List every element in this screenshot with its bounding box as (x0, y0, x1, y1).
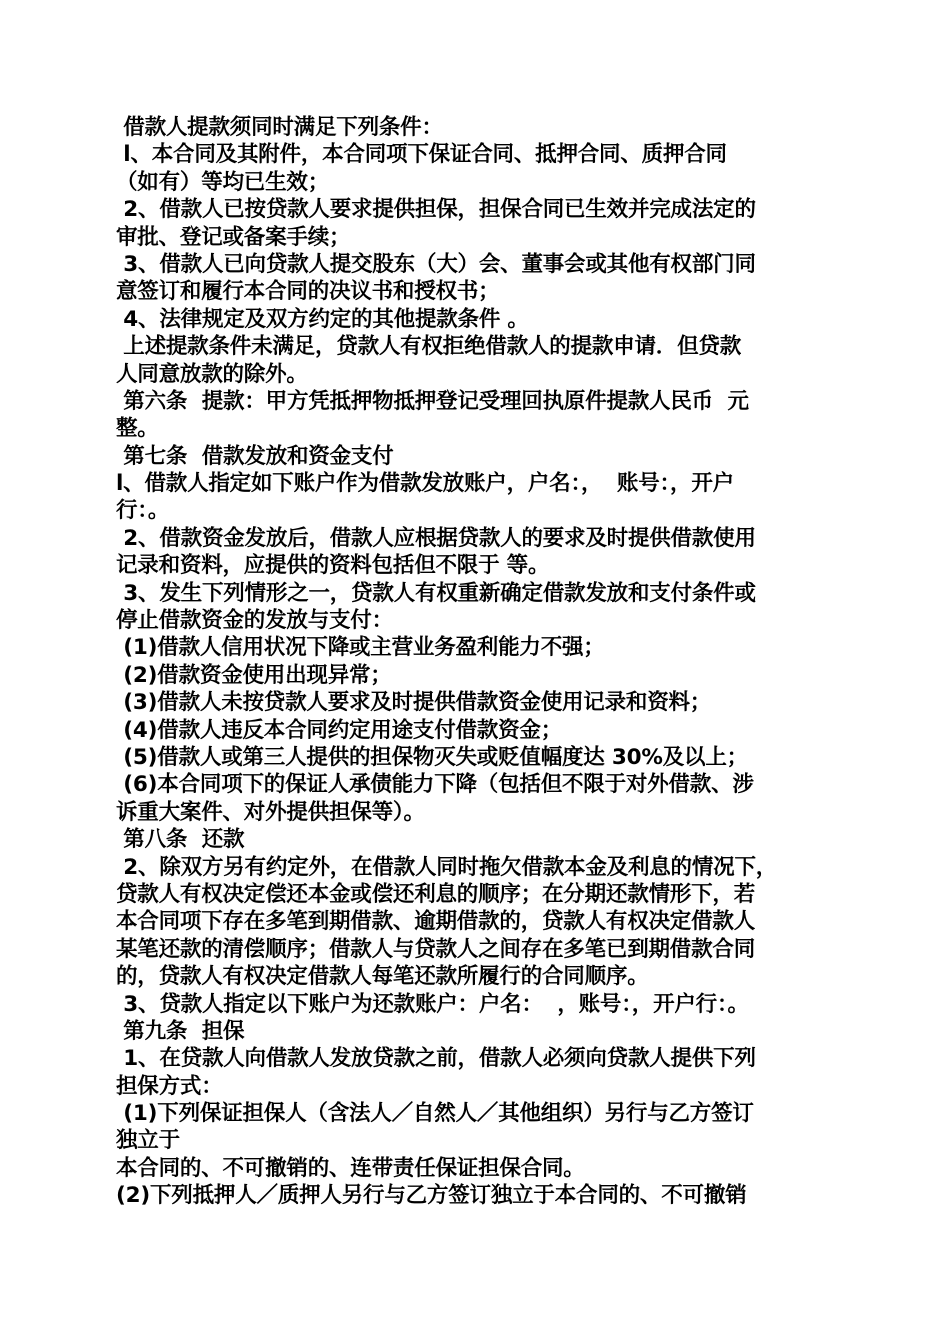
list-item: (5)借款人或第三人提供的担保物灭失或贬值幅度达 30%及以上； (116, 744, 748, 770)
text-line: 借款人提款须同时满足下列条件： (116, 115, 443, 140)
text-line: 行：。 (116, 498, 170, 524)
text-line: l、本合同及其附件，本合同项下保证合同、抵押合同、质押合同 (116, 142, 727, 168)
document-body (116, 114, 836, 1210)
text-line: 人同意放款的除外。 (116, 361, 308, 387)
text-line: 3、借款人已向贷款人提交股东（大）会、董事会或其他有权部门同 (116, 251, 756, 277)
list-item: (1)借款人信用状况下降或主营业务盈利能力不强； (116, 635, 605, 661)
text-line: 4、法律规定及双方约定的其他提款条件 。 (116, 306, 529, 332)
text-line: 贷款人有权决定偿还本金或偿还利息的顺序；在分期还款情形下，若 (116, 881, 756, 907)
text-line: 诉重大案件、对外提供担保等）。 (116, 799, 425, 825)
section-heading-6: 第六条 提款：甲方凭抵押物抵押登记受理回执原件提款人民币 元 (116, 388, 749, 414)
text-line: （如有）等均已生效； (116, 169, 330, 195)
text-line: l、借款人指定如下账户作为借款发放账户，户名：， 账号：，开户 (116, 471, 734, 497)
text-line: 担保方式： (116, 1073, 223, 1099)
list-item: (2)借款资金使用出现异常； (116, 662, 392, 688)
text-line: 2、除双方另有约定外，在借款人同时拖欠借款本金及利息的情况下， (116, 854, 778, 880)
section-heading-7: 第七条 借款发放和资金支付 (116, 443, 394, 469)
text-line: 本合同的、不可撤销的、连带责任保证担保合同。 (116, 1155, 585, 1181)
text-line: 意签订和履行本合同的决议书和授权书； (116, 279, 500, 305)
list-item: (3)借款人未按贷款人要求及时提供借款资金使用记录和资料； (116, 690, 712, 716)
text-line: 2、借款人已按贷款人要求提供担保，担保合同已生效并完成法定的 (116, 197, 756, 223)
section-heading-9: 第九条 担保 (116, 1018, 245, 1044)
text-line: 2、借款资金发放后，借款人应根据贷款人的要求及时提供借款使用 (116, 525, 756, 551)
text-line: 停止借款资金的发放与支付： (116, 608, 393, 634)
text-line: 3、贷款人指定以下账户为还款账户：户名： ，账号：，开户行：。 (116, 991, 749, 1017)
text-line: 审批、登记或备案手续； (116, 224, 351, 250)
text-line: 上述提款条件未满足，贷款人有权拒绝借款人的提款申请．但贷款 (116, 334, 741, 360)
text-line: 整。 (116, 416, 159, 442)
list-item: (1)下列保证担保人（含法人／自然人／其他组织）另行与乙方签订 (116, 1101, 754, 1127)
text-line: 独立于 (116, 1128, 180, 1154)
list-item: (2)下列抵押人／质押人另行与乙方签订独立于本合同的、不可撤销 (116, 1183, 747, 1209)
list-item: (4)借款人违反本合同约定用途支付借款资金； (116, 717, 562, 743)
text-line: 某笔还款的清偿顺序；借款人与贷款人之间存在多笔已到期借款合同 (116, 936, 756, 962)
text-line: 3、发生下列情形之一，贷款人有权重新确定借款发放和支付条件或 (116, 580, 756, 606)
text-line: 的，贷款人有权决定借款人每笔还款所履行的合同顺序。 (116, 964, 649, 990)
text-line: 记录和资料，应提供的资料包括但不限于 等。 (116, 553, 550, 579)
text-line: 1、在贷款人向借款人发放贷款之前，借款人必须向贷款人提供下列 (116, 1046, 756, 1072)
text-line: 本合同项下存在多笔到期借款、逾期借款的，贷款人有权决定借款人 (116, 909, 756, 935)
section-heading-8: 第八条 还款 (116, 827, 245, 853)
list-item: (6)本合同项下的保证人承债能力下降（包括但不限于对外借款、涉 (116, 772, 754, 798)
